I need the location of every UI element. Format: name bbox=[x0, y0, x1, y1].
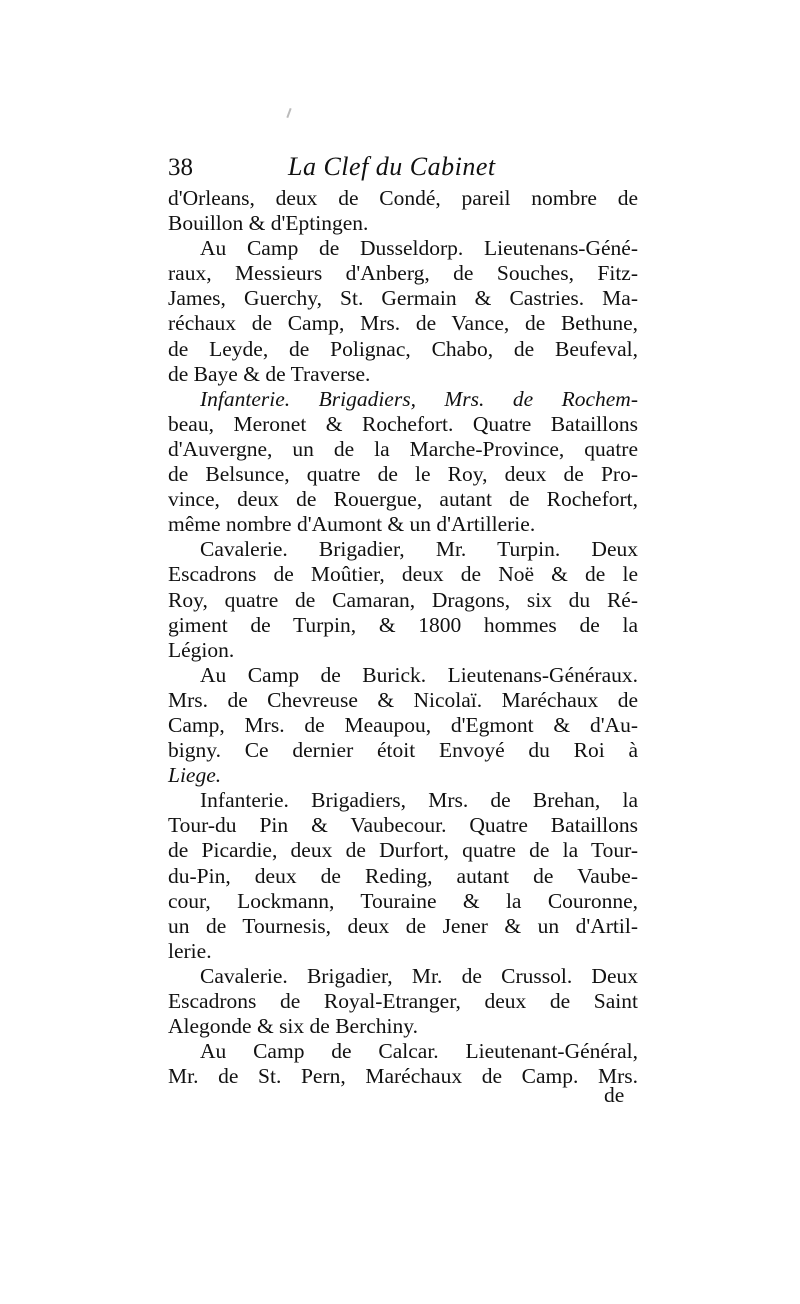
text-line: Liege. bbox=[168, 763, 222, 788]
text-line: de Picardie, deux de Durfort, quatre de la Tour- bbox=[168, 838, 638, 863]
text-line: giment de Turpin, & 1800 hommes de la bbox=[168, 612, 638, 637]
text-line: Bouillon & d'Eptingen. bbox=[168, 211, 369, 236]
text-line: Roy, quatre de Camaran, Dragons, six du Ré- bbox=[168, 587, 638, 612]
text-line: Escadrons de Royal-Etranger, deux de Saint bbox=[168, 989, 638, 1013]
text-line: même nombre d'Aumont & un d'Artillerie. bbox=[168, 512, 536, 537]
running-title: La Clef du Cabinet bbox=[288, 152, 496, 181]
text-line: d'Orleans, deux de Condé, pareil nombre de bbox=[168, 186, 638, 210]
text-line: Légion. bbox=[168, 637, 235, 662]
text-line: Au Camp de Dusseldorp. Lieutenans-Géné- bbox=[200, 236, 638, 261]
text-line: bigny. Ce dernier étoit Envoyé du Roi à bbox=[168, 738, 638, 763]
text-line: cour, Lockmann, Touraine & la Couronne, bbox=[168, 888, 638, 913]
text-line: Alegonde & six de Berchiny. bbox=[168, 1014, 418, 1039]
text-line: Cavalerie. Brigadier, Mr. de Crussol. Deux bbox=[200, 963, 638, 988]
text-line: de Baye & de Traverse. bbox=[168, 361, 371, 386]
text-line: Cavalerie. Brigadier, Mr. Turpin. Deux bbox=[200, 537, 638, 562]
text-line: beau, Meronet & Rochefort. Quatre Bataillons bbox=[168, 411, 638, 436]
text-line: d'Auvergne, un de la Marche-Province, quatre bbox=[168, 436, 638, 461]
text-line: Au Camp de Calcar. Lieutenant-Général, bbox=[200, 1039, 638, 1064]
text-line: vince, deux de Rouergue, autant de Rochefort, bbox=[168, 487, 638, 512]
text-line: un de Tournesis, deux de Jener & un d'Artil- bbox=[168, 913, 638, 938]
text-line: Camp, Mrs. de Meaupou, d'Egmont & d'Au- bbox=[168, 712, 638, 737]
text-line: Tour-du Pin & Vaubecour. Quatre Bataillons bbox=[168, 813, 638, 838]
text-line: Escadrons de Moûtier, deux de Noë & de le bbox=[168, 562, 638, 587]
text-line: Infanterie. Brigadiers, Mrs. de Brehan, la bbox=[200, 788, 638, 813]
text-line: Infanterie. Brigadiers, Mrs. de Rochem- bbox=[200, 386, 638, 411]
text-line: Au Camp de Burick. Lieutenans-Généraux. bbox=[200, 662, 638, 687]
text-line: de Leyde, de Polignac, Chabo, de Beufeval, bbox=[168, 336, 638, 361]
text-line: lerie. bbox=[168, 938, 212, 963]
text-line: Mr. de St. Pern, Maréchaux de Camp. Mrs. bbox=[168, 1064, 638, 1089]
text-line: Mrs. de Chevreuse & Nicolaï. Maréchaux de bbox=[168, 687, 638, 712]
text-line: James, Guerchy, St. Germain & Castries. Ma- bbox=[168, 286, 638, 311]
page-header bbox=[168, 152, 638, 188]
paper-speck bbox=[286, 108, 291, 118]
body-text bbox=[168, 186, 638, 1089]
text-line: réchaux de Camp, Mrs. de Vance, de Bethune, bbox=[168, 311, 638, 336]
text-line: de Belsunce, quatre de le Roy, deux de Pro- bbox=[168, 462, 638, 487]
page-number: 38 bbox=[168, 154, 193, 181]
text-line: du-Pin, deux de Reding, autant de Vaube- bbox=[168, 863, 638, 888]
catchword: de bbox=[604, 1083, 625, 1107]
text-line: raux, Messieurs d'Anberg, de Souches, Fitz- bbox=[168, 261, 638, 286]
